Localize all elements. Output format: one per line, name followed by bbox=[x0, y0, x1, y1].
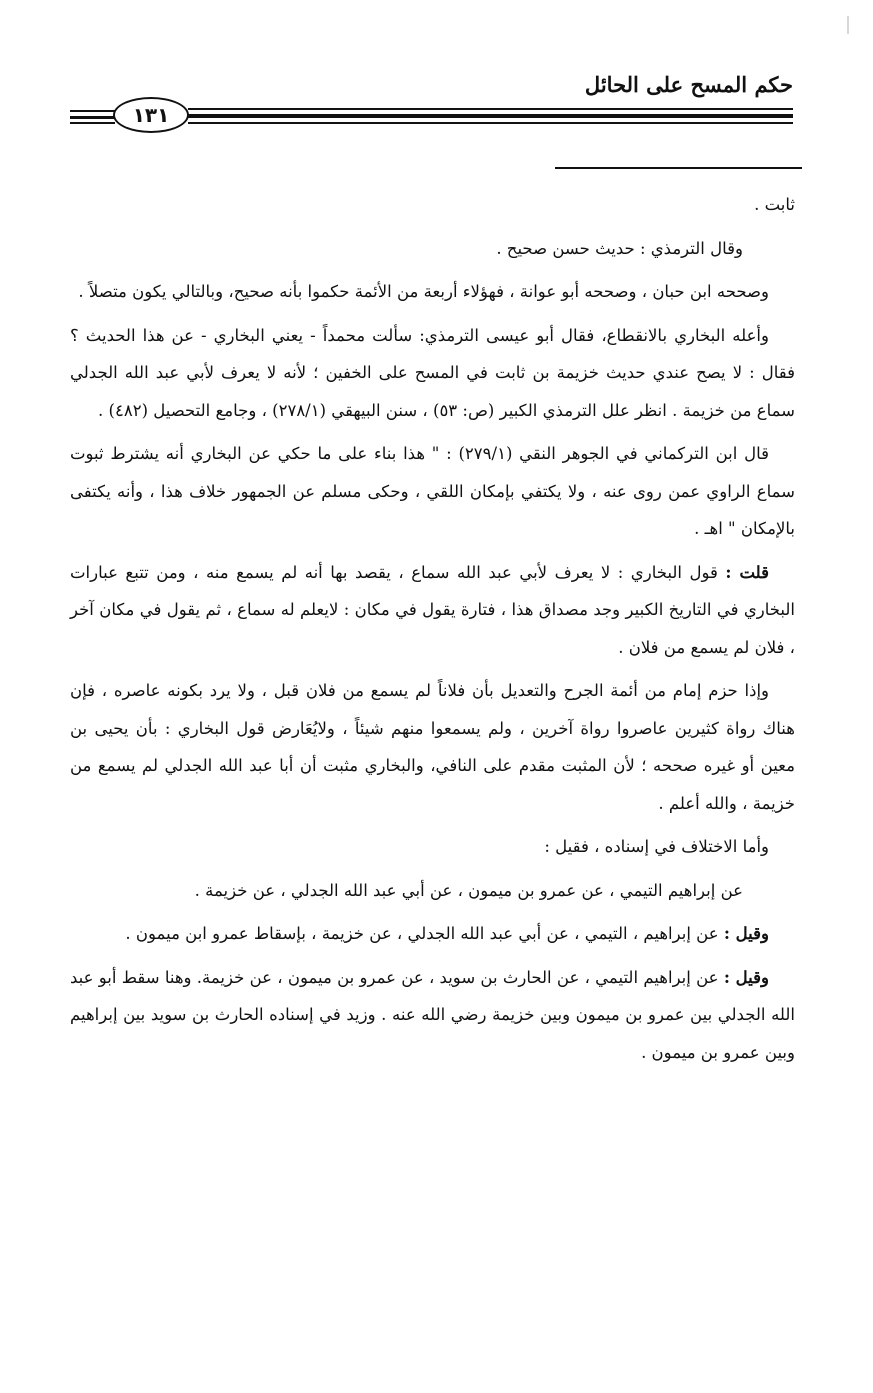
paragraph: قال ابن التركماني في الجوهر النقي (٢٧٩/١) : " هذا بناء على ما حكي عن البخاري أنه يشترط ثبوت سماع الراوي عمن روى عنه ، ولا يكتفي بإمكان اللقي ، وحكى مسلم عن الجمهور خلاف هذا ، وأنه يكتفى بالإمكان " اهـ . bbox=[70, 444, 795, 538]
running-title: حكم المسح على الحائل bbox=[584, 72, 793, 97]
footnote-separator bbox=[555, 167, 802, 169]
paragraph: عن إبراهيم التيمي ، عن عمرو بن ميمون ، عن أبي عبد الله الجدلي ، عن خزيمة . bbox=[194, 880, 743, 900]
header-rule-left bbox=[70, 116, 115, 119]
paragraph-text: عن إبراهيم ، التيمي ، عن أبي عبد الله الجدلي ، عن خزيمة ، بإسقاط عمرو ابن ميمون . bbox=[125, 924, 719, 943]
header-rule-left bbox=[70, 122, 115, 124]
header-rule bbox=[188, 114, 793, 118]
paragraph: وإذا حزم إمام من أئمة الجرح والتعديل بأن فلاناً لم يسمع من فلان قبل ، ولا يرد بكونه عاصره ، فإن هناك رواة كثيرين عاصروا رواة آخرين ، ولم يسمعوا منهم شيئاً ، ولايُعَارض قول البخاري : بأن يحيى بن معين أو غيره صححه ؛ لأن المثبت مقدم على النافي، والبخاري مثبت أن أبا عبد الله الجدلي لم يسمع من خزيمة ، والله أعلم . bbox=[70, 681, 795, 813]
paragraph: وأما الاختلاف في إسناده ، فقيل : bbox=[544, 837, 769, 856]
header-rule bbox=[188, 108, 793, 110]
paragraph bbox=[70, 915, 795, 953]
paragraph: وأعله البخاري بالانقطاع، فقال أبو عيسى الترمذي: سألت محمداً - يعني البخاري - عن هذا الحديث ؟ فقال : لا يصح عندي حديث خزيمة بن ثابت في المسح على الخفين ؛ لأنه لا يعرف لأبي عبد الله الجدلي سماع من خزيمة . انظر علل الترمذي الكبير (ص: ٥٣) ، سنن البيهقي (٢٧٨/١) ، وجامع التحصيل (٤٨٢) . bbox=[70, 325, 795, 420]
header-rule bbox=[188, 122, 793, 124]
header-rule-left bbox=[70, 110, 115, 112]
paragraph bbox=[70, 554, 795, 667]
paragraph-label: وقيل : bbox=[723, 967, 770, 987]
body-text bbox=[70, 186, 795, 1077]
page-number: ١٣١ bbox=[113, 97, 189, 133]
paragraph-label: قلت : bbox=[725, 562, 769, 582]
paragraph-text: قول البخاري : لا يعرف لأبي عبد الله سماع ، يقصد بها أنه لم يسمع منه ، ومن تتبع عبارات البخاري في التاريخ الكبير وجد مصداق هذا ، فتارة يقول في مكان : لايعلم له سماع ، ثم يقول في مكان آخر ، فلان لم يسمع من فلان . bbox=[70, 562, 795, 657]
paragraph: وصححه ابن حبان ، وصححه أبو عوانة ، فهؤلاء أربعة من الأئمة حكموا بأنه صحيح، وبالتالي يكون متصلاً . bbox=[78, 282, 769, 301]
paragraph: ثابت . bbox=[754, 195, 795, 214]
paragraph: وقال الترمذي : حديث حسن صحيح . bbox=[496, 238, 743, 258]
scan-mark bbox=[847, 16, 849, 34]
paragraph-label: وقيل : bbox=[723, 924, 769, 943]
paragraph bbox=[70, 959, 795, 1072]
paragraph-text: عن إبراهيم التيمي ، عن الحارث بن سويد ، عن عمرو بن ميمون ، عن خزيمة. وهنا سقط أبو عبد الله الجدلي بين عمرو بن ميمون وبين خزيمة رضي الله عنه . وزيد في إسناده الحارث بن سويد بين إبراهيم وبين عمرو بن ميمون . bbox=[70, 967, 795, 1062]
